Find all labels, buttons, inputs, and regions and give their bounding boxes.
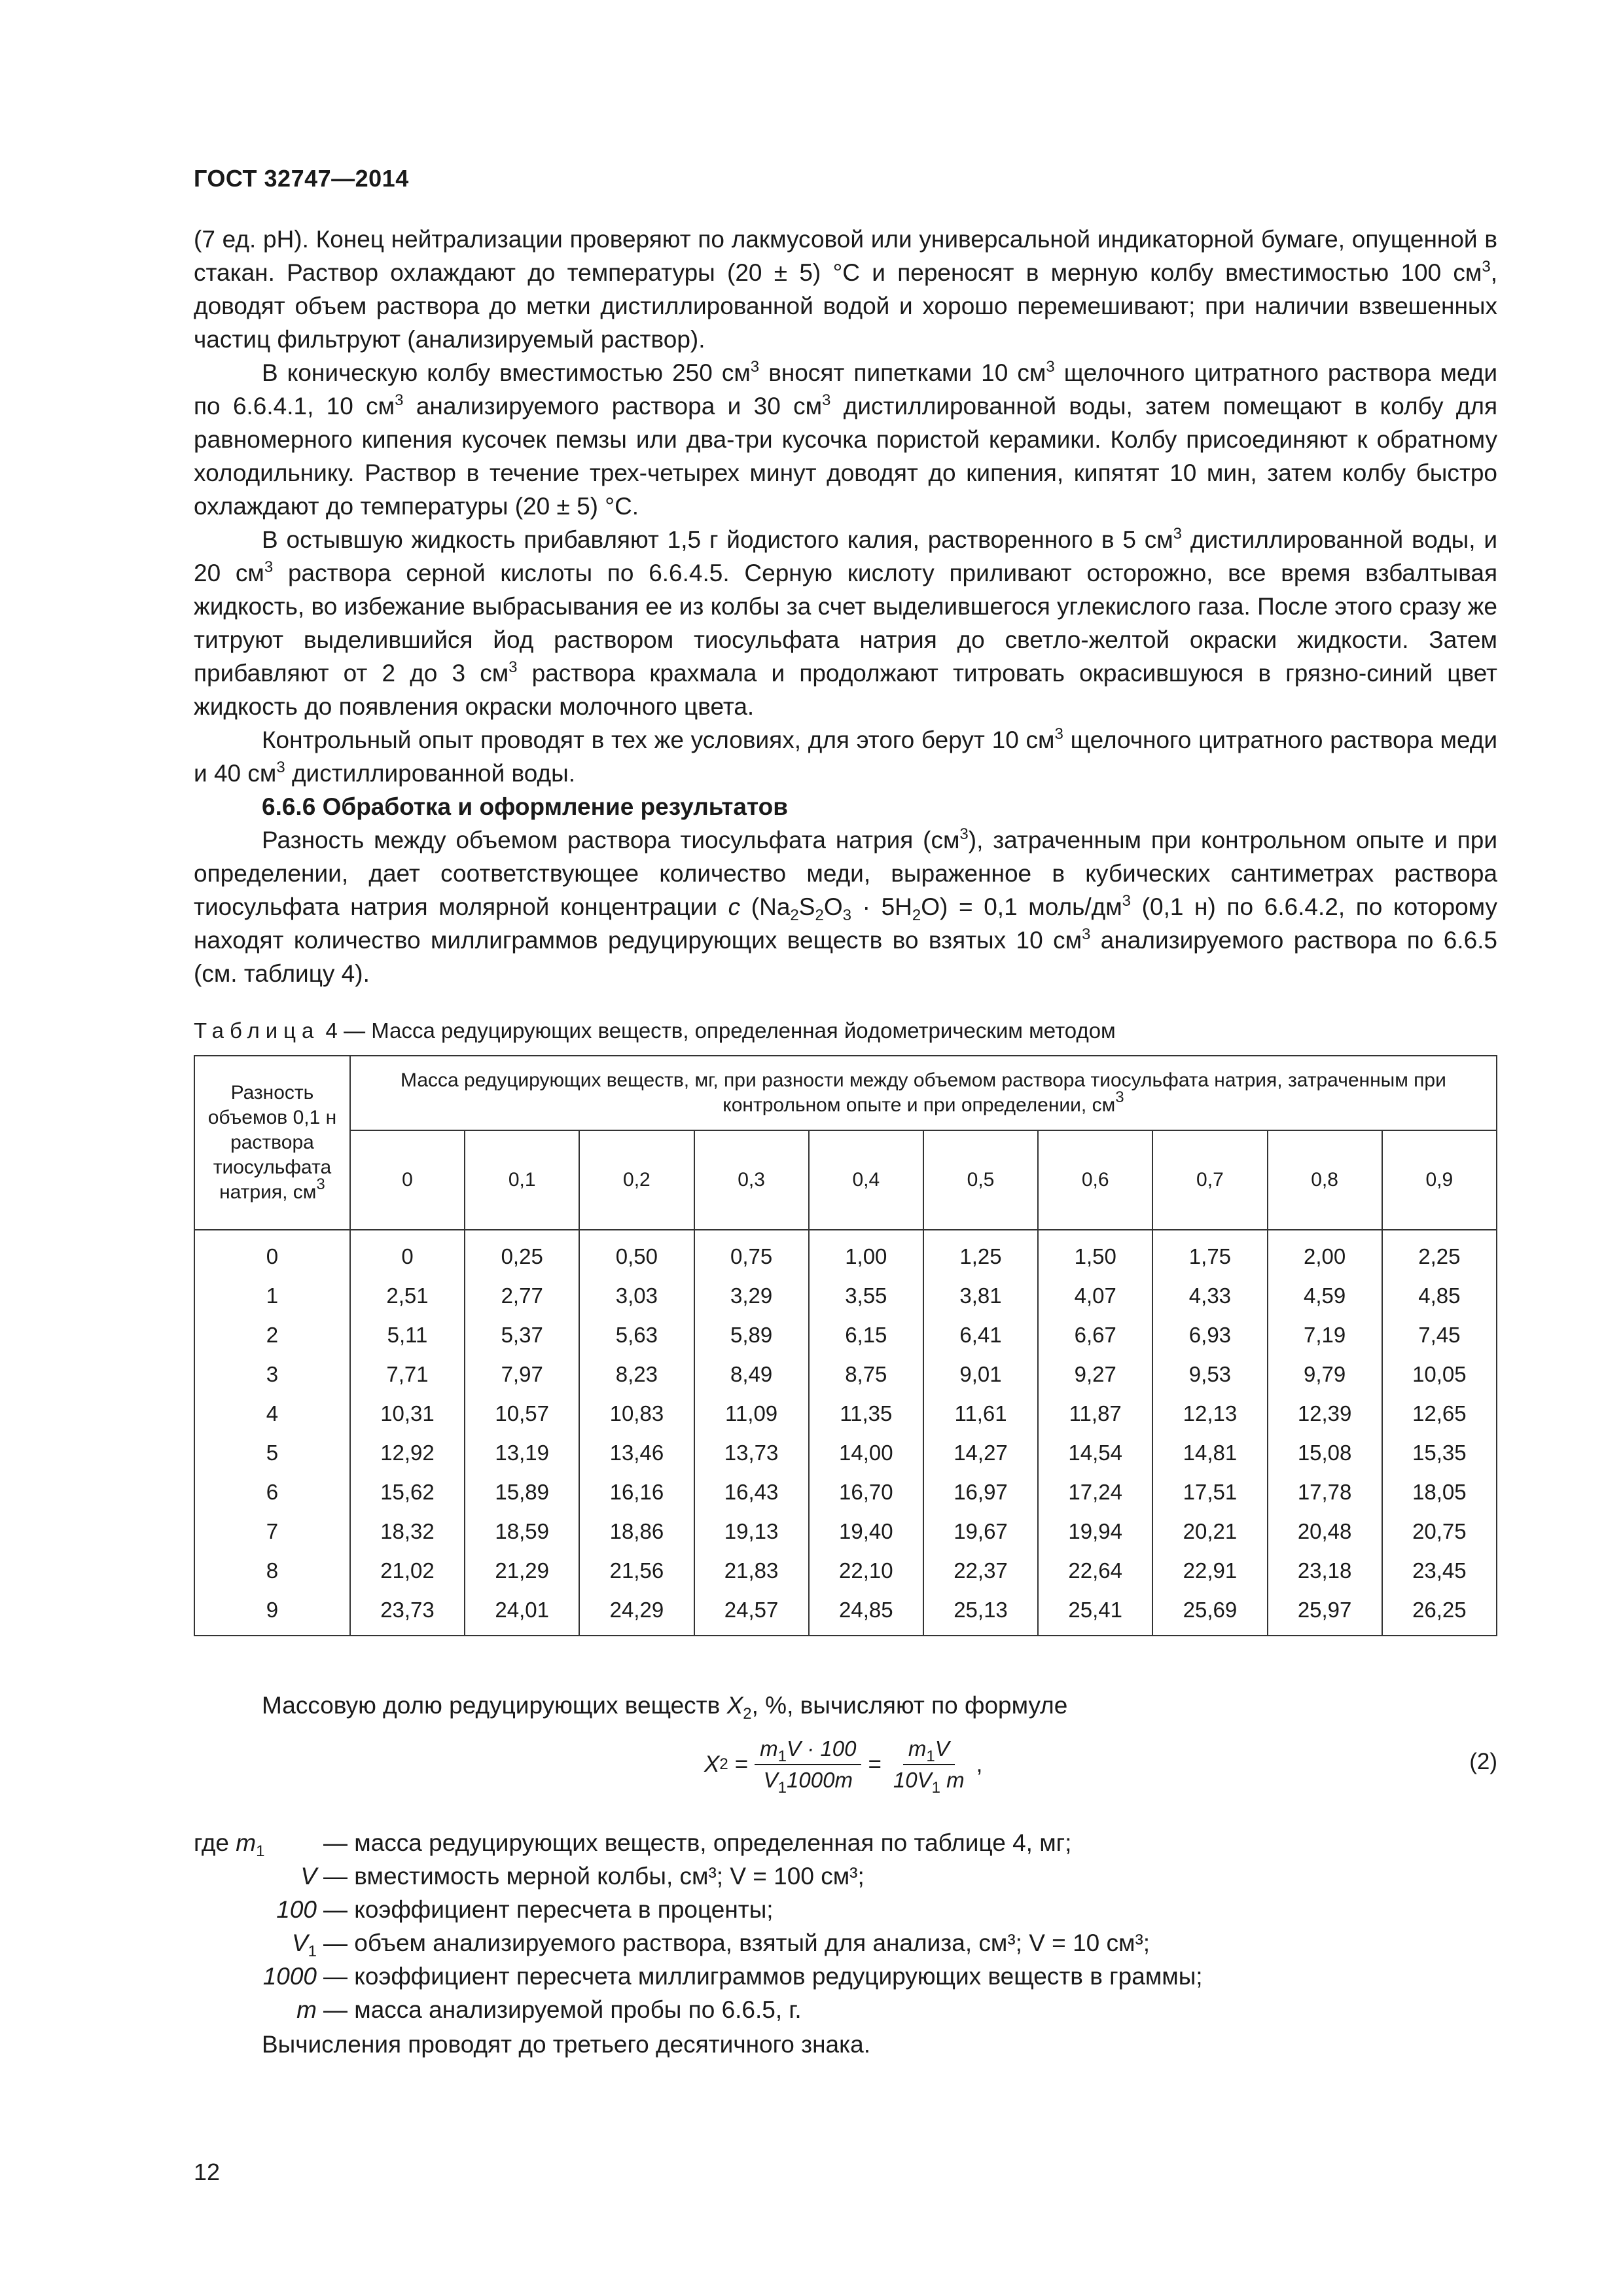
column-header: 0,1 — [465, 1130, 579, 1230]
table-cell: 19,13 — [694, 1512, 809, 1551]
column-header: 0,2 — [579, 1130, 694, 1230]
table-cell: 1,50 — [1038, 1230, 1152, 1276]
table-cell: 16,43 — [694, 1473, 809, 1512]
table-cell: 12,13 — [1152, 1394, 1267, 1433]
formula-row — [194, 1725, 1497, 1804]
table-cell: 0,25 — [465, 1230, 579, 1276]
definition-symbol: V — [300, 1863, 317, 1890]
table-row — [194, 1590, 1497, 1636]
table-cell: 6,15 — [809, 1316, 923, 1355]
row-label-cell: 5 — [194, 1433, 350, 1473]
table-cell: 26,25 — [1382, 1590, 1497, 1636]
column-header: 0,6 — [1038, 1130, 1152, 1230]
table-cell: 15,35 — [1382, 1433, 1497, 1473]
table-cell: 21,83 — [694, 1551, 809, 1590]
table-cell: 3,03 — [579, 1276, 694, 1316]
row-label-cell: 4 — [194, 1394, 350, 1433]
paragraph-results: Разность между объемом раствора тиосульфата натрия $(см^3)$, затраченным при контрольном опыте и при определении, дает соответствующее количество меди, выраженное в кубических сантиметрах раствора тиосульфата натрия молярной концентрации c $(Na_2S_2O_3 \cdot 5H_2O) = 0,1$ моль/$дм^3$ (0,1 н) по 6.6.4.2, по которому находят количество миллиграммов редуцирующих веществ во взятых 10 $см^3$ анализируемого раствора по 6.6.5 (см. таблицу 4). — [194, 825, 1498, 987]
table-cell: 14,27 — [923, 1433, 1038, 1473]
table-cell: 1,25 — [923, 1230, 1038, 1276]
table-cell: 25,41 — [1038, 1590, 1152, 1636]
definition-text: — объем анализируемого раствора, взятый для анализа, см³; V = 10 см³; — [323, 1929, 1150, 1956]
paragraph-neutralization: (7 ед. pH). Конец нейтрализации проверяют по лакмусовой или универсальной индикаторной бумаге, опущенной в стакан. Раствор охлаждают до температуры (20 ± 5) °C и переносят в мерную колбу вместимостью 100 $см^3$, доводят объем раствора до метки дистиллированной водой и хорошо перемешивают; при наличии взвешенных частиц фильтруют (анализируемый раствор). — [194, 226, 1497, 353]
table-cell: 19,67 — [923, 1512, 1038, 1551]
table-cell: 19,94 — [1038, 1512, 1152, 1551]
table-cell: 18,59 — [465, 1512, 579, 1551]
table-cell: 5,89 — [694, 1316, 809, 1355]
row-label-cell: 3 — [194, 1355, 350, 1394]
table-cell: 4,85 — [1382, 1276, 1497, 1316]
table-cell: 7,45 — [1382, 1316, 1497, 1355]
row-label-cell: 9 — [194, 1590, 350, 1636]
definition-item — [194, 1826, 1497, 1859]
table-cell: 11,09 — [694, 1394, 809, 1433]
equation-number: (2) — [1469, 1749, 1497, 1774]
table-cell: 20,48 — [1268, 1512, 1382, 1551]
table-cell: 1,00 — [809, 1230, 923, 1276]
table-cell: 0 — [350, 1230, 465, 1276]
table-row — [194, 1394, 1497, 1433]
table-cell: 6,41 — [923, 1316, 1038, 1355]
table-cell: 20,21 — [1152, 1512, 1267, 1551]
row-label-cell: 7 — [194, 1512, 350, 1551]
definition-symbol: где $m_1$ — [194, 1829, 265, 1860]
table-cell: 14,54 — [1038, 1433, 1152, 1473]
table-cell: 8,23 — [579, 1355, 694, 1394]
table-cell: 22,37 — [923, 1551, 1038, 1590]
table-cell: 0,75 — [694, 1230, 809, 1276]
closing-sentence: Вычисления проводят до третьего десятичного знака. — [262, 2031, 870, 2058]
table-cell: 5,37 — [465, 1316, 579, 1355]
table-row — [194, 1473, 1497, 1512]
row-label-cell: 8 — [194, 1551, 350, 1590]
table-cell: 23,73 — [350, 1590, 465, 1636]
table-cell: 10,83 — [579, 1394, 694, 1433]
table-row — [194, 1230, 1497, 1276]
fraction-2: $\frac{m_1V}{10V_1 m}$ — [893, 1736, 965, 1797]
table-cell: 24,57 — [694, 1590, 809, 1636]
table-cell: 2,00 — [1268, 1230, 1382, 1276]
table-cell: 3,55 — [809, 1276, 923, 1316]
definition-item — [194, 1993, 1497, 2026]
section-heading: 6.6.6 Обработка и оформление результатов — [262, 793, 788, 820]
table-cell: 14,81 — [1152, 1433, 1267, 1473]
document-code-header: ГОСТ 32747—2014 — [194, 165, 409, 192]
table-cell: 20,75 — [1382, 1512, 1497, 1551]
table-row — [194, 1355, 1497, 1394]
table-cell: 16,16 — [579, 1473, 694, 1512]
definition-text: — коэффициент пересчета в проценты; — [323, 1896, 774, 1923]
table-cell: 14,00 — [809, 1433, 923, 1473]
row-label-cell: 6 — [194, 1473, 350, 1512]
table-cell: 12,39 — [1268, 1394, 1382, 1433]
table-cell: 25,69 — [1152, 1590, 1267, 1636]
table-cell: 17,51 — [1152, 1473, 1267, 1512]
table-cell: 24,01 — [465, 1590, 579, 1636]
table-cell: 2,51 — [350, 1276, 465, 1316]
table-cell: 5,63 — [579, 1316, 694, 1355]
table-cell: 21,29 — [465, 1551, 579, 1590]
definition-item — [194, 1859, 1497, 1893]
table-cell: 16,70 — [809, 1473, 923, 1512]
definition-text: — вместимость мерной колбы, см³; V = 100 см³; — [323, 1863, 865, 1890]
table-cell: 25,97 — [1268, 1590, 1382, 1636]
table-cell: 23,18 — [1268, 1551, 1382, 1590]
row-header-cell: Разность объемов 0,1 н раствора тиосульфата натрия, $см^3$ — [194, 1056, 350, 1230]
table-cell: 2,77 — [465, 1276, 579, 1316]
table-cell: 7,97 — [465, 1355, 579, 1394]
definitions-list — [194, 1826, 1497, 2026]
column-header: 0,7 — [1152, 1130, 1267, 1230]
definition-symbol: 100 — [276, 1896, 317, 1923]
definition-symbol: m — [296, 1996, 317, 2023]
row-label-cell: 1 — [194, 1276, 350, 1316]
column-group-header: Масса редуцирующих веществ, мг, при разности между объемом раствора тиосульфата натрия, затраченным при контрольном опыте и при определении, $см^3$ — [350, 1056, 1497, 1130]
definition-text: — масса редуцирующих веществ, определенная по таблице 4, мг; — [323, 1829, 1072, 1856]
reducing-substances-table — [194, 1055, 1497, 1636]
table-row — [194, 1316, 1497, 1355]
table-cell: 22,91 — [1152, 1551, 1267, 1590]
table-cell: 8,49 — [694, 1355, 809, 1394]
table-cell: 9,79 — [1268, 1355, 1382, 1394]
table-cell: 11,87 — [1038, 1394, 1152, 1433]
definition-symbol: 1000 — [262, 1963, 317, 1990]
table-cell: 15,62 — [350, 1473, 465, 1512]
table-cell: 8,75 — [809, 1355, 923, 1394]
definition-item — [194, 1893, 1497, 1926]
column-header: 0 — [350, 1130, 465, 1230]
column-header-row — [194, 1130, 1497, 1230]
table-cell: 12,65 — [1382, 1394, 1497, 1433]
table-cell: 13,19 — [465, 1433, 579, 1473]
column-header: 0,8 — [1268, 1130, 1382, 1230]
table-cell: 13,73 — [694, 1433, 809, 1473]
table-cell: 21,02 — [350, 1551, 465, 1590]
table-row — [194, 1433, 1497, 1473]
definition-text: — масса анализируемой пробы по 6.6.5, г. — [323, 1996, 802, 2023]
table-cell: 21,56 — [579, 1551, 694, 1590]
table-body — [194, 1230, 1497, 1636]
table-cell: 16,97 — [923, 1473, 1038, 1512]
table-cell: 24,85 — [809, 1590, 923, 1636]
table-cell: 10,31 — [350, 1394, 465, 1433]
page-number: 12 — [194, 2159, 221, 2185]
definition-item — [194, 1960, 1497, 1993]
table-cell: 18,05 — [1382, 1473, 1497, 1512]
table-cell: 15,89 — [465, 1473, 579, 1512]
column-header: 0,9 — [1382, 1130, 1497, 1230]
table-cell: 10,57 — [465, 1394, 579, 1433]
definition-symbol: $V_1$ — [291, 1929, 317, 1960]
column-header: 0,5 — [923, 1130, 1038, 1230]
table-cell: 6,93 — [1152, 1316, 1267, 1355]
formula: X 2 = $\frac{m_1V \cdot 100}{V_11000m}$ = $\frac{m_1V}{10V_1 m}$ , — [704, 1736, 983, 1797]
table-cell: 4,59 — [1268, 1276, 1382, 1316]
table-row — [194, 1512, 1497, 1551]
table-cell: 17,24 — [1038, 1473, 1152, 1512]
table-cell: 7,71 — [350, 1355, 465, 1394]
formula-intro: Массовую долю редуцирующих веществ $X_2$, %, вычисляют по формуле — [262, 1692, 1068, 1723]
row-label-cell: 2 — [194, 1316, 350, 1355]
table-cell: 17,78 — [1268, 1473, 1382, 1512]
table-cell: 7,19 — [1268, 1316, 1382, 1355]
table-row — [194, 1551, 1497, 1590]
table-cell: 24,29 — [579, 1590, 694, 1636]
paragraph-conical-flask: В коническую колбу вместимостью 250 $см^3$ вносят пипетками 10 $см^3$ щелочного цитратного раствора меди по 6.6.4.1, 10 $см^3$ анализируемого раствора и 30 $см^3$ дистиллированной воды, затем помещают в колбу для равномерного кипения кусочек пемзы или два-три кусочка пористой керамики. Колбу присоединяют к обратному холодильнику. Раствор в течение трех-четырех минут доводят до кипения, кипятят 10 мин, затем колбу быстро охлаждают до температуры (20 ± 5) °C. — [194, 358, 1497, 520]
table-cell: 19,40 — [809, 1512, 923, 1551]
table-cell: 22,10 — [809, 1551, 923, 1590]
table-cell: 18,86 — [579, 1512, 694, 1551]
table-cell: 25,13 — [923, 1590, 1038, 1636]
definition-text: — коэффициент пересчета миллиграммов редуцирующих веществ в граммы; — [323, 1963, 1203, 1990]
table-cell: 1,75 — [1152, 1230, 1267, 1276]
table-cell: 11,35 — [809, 1394, 923, 1433]
paragraph-control-test: Контрольный опыт проводят в тех же условиях, для этого берут 10 $см^3$ щелочного цитратного раствора меди и 40 $см^3$ дистиллированной воды. — [194, 725, 1497, 787]
table-cell: 0,50 — [579, 1230, 694, 1276]
table-cell: 2,25 — [1382, 1230, 1497, 1276]
column-header: 0,4 — [809, 1130, 923, 1230]
table-cell: 10,05 — [1382, 1355, 1497, 1394]
table-cell: 9,01 — [923, 1355, 1038, 1394]
table-cell: 22,64 — [1038, 1551, 1152, 1590]
definition-item — [194, 1926, 1497, 1960]
table-cell: 3,29 — [694, 1276, 809, 1316]
table-cell: 4,07 — [1038, 1276, 1152, 1316]
table-row — [194, 1276, 1497, 1316]
table-cell: 4,33 — [1152, 1276, 1267, 1316]
table-caption: Таблица 4 — Масса редуцирующих веществ, определенная йодометрическим методом — [194, 1018, 1116, 1043]
column-header: 0,3 — [694, 1130, 809, 1230]
table-cell: 9,27 — [1038, 1355, 1152, 1394]
table-cell: 3,81 — [923, 1276, 1038, 1316]
body-text — [194, 223, 1497, 990]
fraction-1: $\frac{m_1V \cdot 100}{V_11000m}$ — [755, 1736, 861, 1793]
table-cell: 13,46 — [579, 1433, 694, 1473]
paragraph-titration: В остывшую жидкость прибавляют 1,5 г йодистого калия, растворенного в 5 $см^3$ дистиллированной воды, и 20 $см^3$ раствора серной кислоты по 6.6.4.5. Серную кислоту приливают осторожно, все время взбалтывая жидкость, во избежание выбрасывания ее из колбы за счет выделившегося углекислого газа. После этого сразу же титруют выделившийся йод раствором тиосульфата натрия до светло-желтой окраски жидкости. Затем прибавляют от 2 до 3 $см^3$ раствора крахмала и продолжают титровать окрасившуюся в грязно-синий цвет жидкость до появления окраски молочного цвета. — [194, 525, 1497, 720]
row-label-cell: 0 — [194, 1230, 350, 1276]
table-cell: 18,32 — [350, 1512, 465, 1551]
table-cell: 12,92 — [350, 1433, 465, 1473]
table-cell: 23,45 — [1382, 1551, 1497, 1590]
table-cell: 15,08 — [1268, 1433, 1382, 1473]
table-cell: 9,53 — [1152, 1355, 1267, 1394]
table-cell: 6,67 — [1038, 1316, 1152, 1355]
table-cell: 11,61 — [923, 1394, 1038, 1433]
table-cell: 5,11 — [350, 1316, 465, 1355]
